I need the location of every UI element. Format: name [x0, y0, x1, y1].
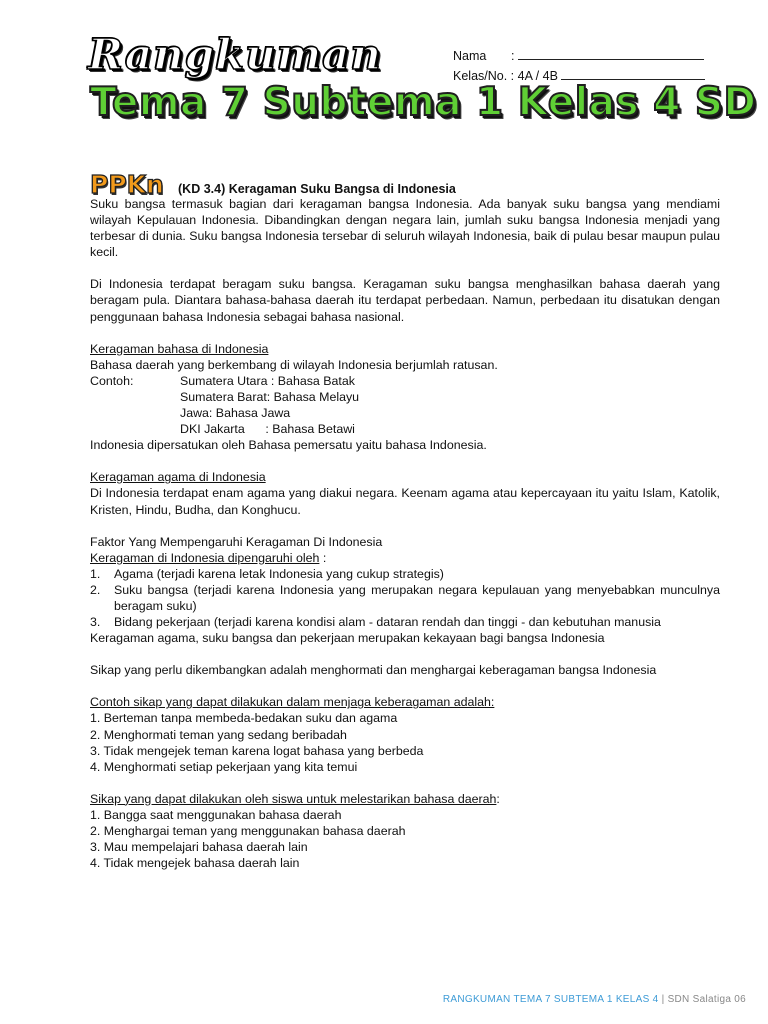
document-body — [90, 196, 720, 871]
paragraph-suku-bangsa: Suku bangsa termasuk bagian dari keragaman bangsa Indonesia. Ada banyak suku bangsa yang mendiami wilayah Kepulauan Indonesia. Dibandingkan dengan negara lain, jumlah suku bangsa Indonesia menjadi yang terbesar di dunia. Suku bangsa Indonesia tersebar di seluruh wilayah Indonesia, baik di pulau besar maupun pulau kecil. — [90, 197, 720, 260]
contoh-item: Sumatera Utara : Bahasa Batak — [180, 373, 355, 388]
list-item: 1. Berteman tanpa membeda-bedakan suku dan agama — [90, 711, 398, 726]
list-number: 1. — [90, 566, 101, 581]
list-item: 2. Menghormati teman yang sedang beribadah — [90, 727, 347, 742]
list-text: Suku bangsa (terjadi karena Indonesia yang merupakan negara kepulauan yang menyebabkan munculnya beragam suku) — [114, 582, 720, 613]
kelas-row — [453, 66, 705, 86]
faktor-subheading — [90, 550, 720, 566]
contoh-item: Jawa: Bahasa Jawa — [180, 406, 291, 421]
footer-school: SDN Salatiga 06 — [667, 994, 746, 1005]
contoh-item: DKI Jakarta : Bahasa Betawi — [180, 422, 355, 437]
siswa-colon: : — [496, 791, 500, 806]
list-text: Bidang pekerjaan (terjadi karena kondisi alam - dataran rendah dan tinggi - dan kebutuhan manusia — [114, 615, 661, 630]
list-item: 4. Menghormati setiap pekerjaan yang kita temui — [90, 759, 358, 774]
list-item — [90, 614, 720, 630]
ppkn-badge: PPKn — [90, 170, 164, 199]
paragraph-keragaman-bahasa: Di Indonesia terdapat beragam suku bangsa. Keragaman suku bangsa menghasilkan bahasa daerah yang beragam pula. Diantara bahasa-bahasa daerah itu terdapat perbedaan. Namun, perbedaan itu disatukan dengan penggunaan bahasa Indonesia sebagai bahasa nasional. — [90, 277, 720, 324]
nama-blank-line[interactable] — [518, 48, 704, 60]
contoh-label: Contoh: — [90, 373, 134, 388]
bahasa-closing: Indonesia dipersatukan oleh Bahasa pemersatu yaitu bahasa Indonesia. — [90, 438, 487, 453]
list-item — [90, 566, 720, 582]
list-item — [90, 582, 720, 614]
list-item: 2. Menghargai teman yang menggunakan bahasa daerah — [90, 824, 406, 838]
list-number: 3. — [90, 615, 101, 630]
list-item: 1. Bangga saat menggunakan bahasa daerah — [90, 807, 342, 822]
faktor-sub-text: Keragaman di Indonesia dipengaruhi oleh — [90, 550, 320, 565]
faktor-closing: Keragaman agama, suku bangsa dan pekerjaan merupakan kekayaan bagi bangsa Indonesia — [90, 631, 605, 646]
list-item: 3. Tidak mengejek teman karena logat bahasa yang berbeda — [90, 743, 424, 758]
agama-text: Di Indonesia terdapat enam agama yang diakui negara. Keenam agama atau kepercayaan itu yaitu Islam, Katolik, Kristen, Hindu, Budha, dan Konghucu. — [90, 486, 720, 517]
section-subtitle: (KD 3.4) Keragaman Suku Bangsa di Indonesia — [178, 182, 456, 196]
footer-title: RANGKUMAN TEMA 7 SUBTEMA 1 KELAS 4 — [442, 994, 659, 1005]
siswa-list — [90, 807, 720, 871]
kelas-blank-line[interactable] — [561, 68, 705, 80]
list-item: 3. Mau mempelajari bahasa daerah lain — [90, 840, 308, 855]
heading-siswa — [90, 791, 720, 807]
main-title: Tema 7 Subtema 1 Kelas 4 SD — [90, 80, 757, 125]
list-number: 2. — [90, 582, 101, 597]
list-text: Agama (terjadi karena letak Indonesia yang cukup strategis) — [114, 566, 444, 581]
nama-label: Nama — [453, 49, 487, 63]
list-item: 4. Tidak mengejek bahasa daerah lain — [90, 856, 300, 871]
student-id-box — [453, 46, 705, 86]
faktor-colon: : — [319, 550, 327, 565]
page-footer — [443, 994, 746, 1005]
faktor-list — [90, 566, 720, 630]
nama-row — [453, 46, 705, 66]
heading-faktor: Faktor Yang Mempengaruhi Keragaman Di Indonesia — [90, 534, 383, 549]
siswa-heading-text: Sikap yang dapat dilakukan oleh siswa untuk melestarikan bahasa daerah — [90, 791, 497, 806]
footer-separator: | — [658, 994, 668, 1005]
kelas-label: Kelas/No. : 4A / 4B — [453, 69, 558, 83]
bahasa-text: Bahasa daerah yang berkembang di wilayah Indonesia berjumlah ratusan. — [90, 357, 498, 372]
heading-keragaman-agama: Keragaman agama di Indonesia — [90, 470, 266, 485]
nama-colon: : — [511, 49, 515, 63]
contoh-list — [90, 373, 720, 437]
script-title: Rangkuman — [88, 30, 382, 79]
sikap-text: Sikap yang perlu dikembangkan adalah menghormati dan menghargai keberagaman bangsa Indonesia — [90, 663, 657, 678]
heading-keragaman-bahasa: Keragaman bahasa di Indonesia — [90, 341, 269, 356]
contoh-sikap-list — [90, 710, 720, 774]
heading-contoh-sikap: Contoh sikap yang dapat dilakukan dalam menjaga keberagaman adalah: — [90, 695, 495, 710]
contoh-item: Sumatera Barat: Bahasa Melayu — [180, 389, 360, 404]
